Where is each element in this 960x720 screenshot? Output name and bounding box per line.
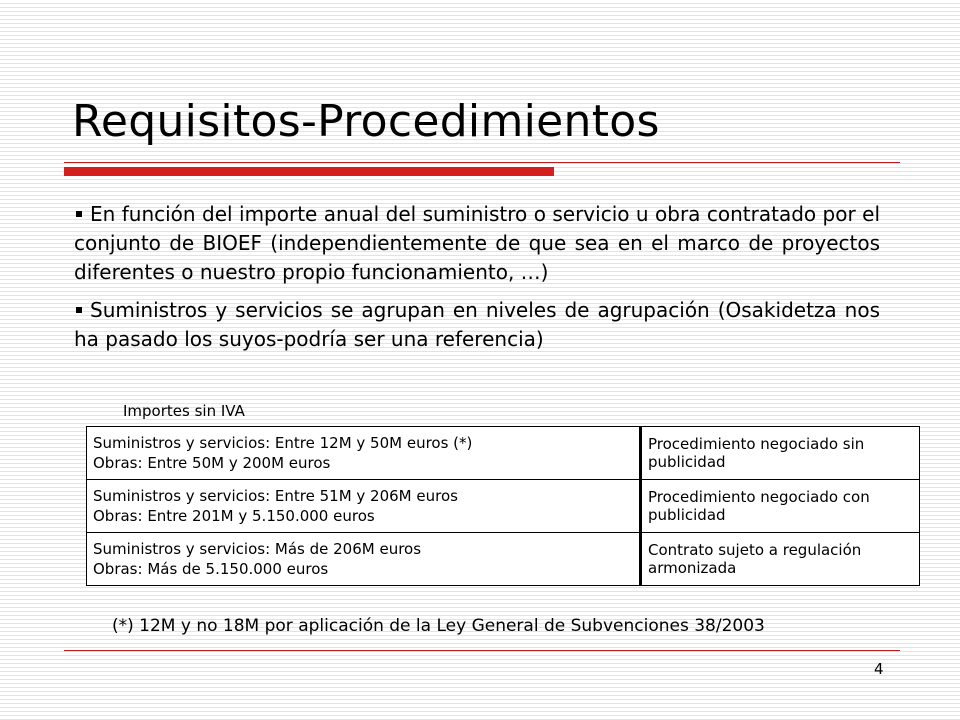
square-bullet-icon bbox=[76, 307, 82, 313]
amount-cell bbox=[87, 427, 641, 480]
title-divider-thick bbox=[64, 167, 554, 176]
works-amount: Obras: Más de 5.150.000 euros bbox=[93, 560, 329, 578]
works-amount: Obras: Entre 50M y 200M euros bbox=[93, 454, 331, 472]
table-row bbox=[87, 427, 920, 480]
supplies-amount: Suministros y servicios: Entre 12M y 50M euros (*) bbox=[93, 434, 473, 452]
amount-cell bbox=[87, 533, 641, 586]
page-number: 4 bbox=[874, 660, 884, 678]
square-bullet-icon bbox=[76, 211, 82, 217]
procedure-cell: Procedimiento negociado sin publicidad bbox=[641, 427, 920, 480]
slide-title: Requisitos-Procedimientos bbox=[72, 96, 660, 147]
procedure-cell: Procedimiento negociado con publicidad bbox=[641, 480, 920, 533]
bullet-text: Suministros y servicios se agrupan en niveles de agrupación (Osakidetza nos ha pasado los suyos-podría ser una referencia) bbox=[74, 298, 880, 351]
bullet-item bbox=[74, 200, 880, 287]
amount-cell bbox=[87, 480, 641, 533]
procedure-cell: Contrato sujeto a regulación armonizada bbox=[641, 533, 920, 586]
bullet-item bbox=[74, 296, 880, 354]
procedure-levels-table bbox=[86, 426, 920, 586]
works-amount: Obras: Entre 201M y 5.150.000 euros bbox=[93, 507, 375, 525]
supplies-amount: Suministros y servicios: Entre 51M y 206M euros bbox=[93, 487, 458, 505]
table-note: Importes sin IVA bbox=[123, 402, 245, 420]
bullet-text: En función del importe anual del suministro o servicio u obra contratado por el conjunto de BIOEF (independientemente de que sea en el marco de proyectos diferentes o nuestro propio funcionamiento, …) bbox=[74, 202, 880, 284]
table-row bbox=[87, 480, 920, 533]
supplies-amount: Suministros y servicios: Más de 206M euros bbox=[93, 540, 422, 558]
title-divider-thin bbox=[64, 162, 900, 163]
table-row bbox=[87, 533, 920, 586]
footnote: (*) 12M y no 18M por aplicación de la Ley General de Subvenciones 38/2003 bbox=[112, 616, 765, 636]
bullet-list bbox=[74, 200, 880, 363]
footer-divider bbox=[64, 650, 900, 651]
